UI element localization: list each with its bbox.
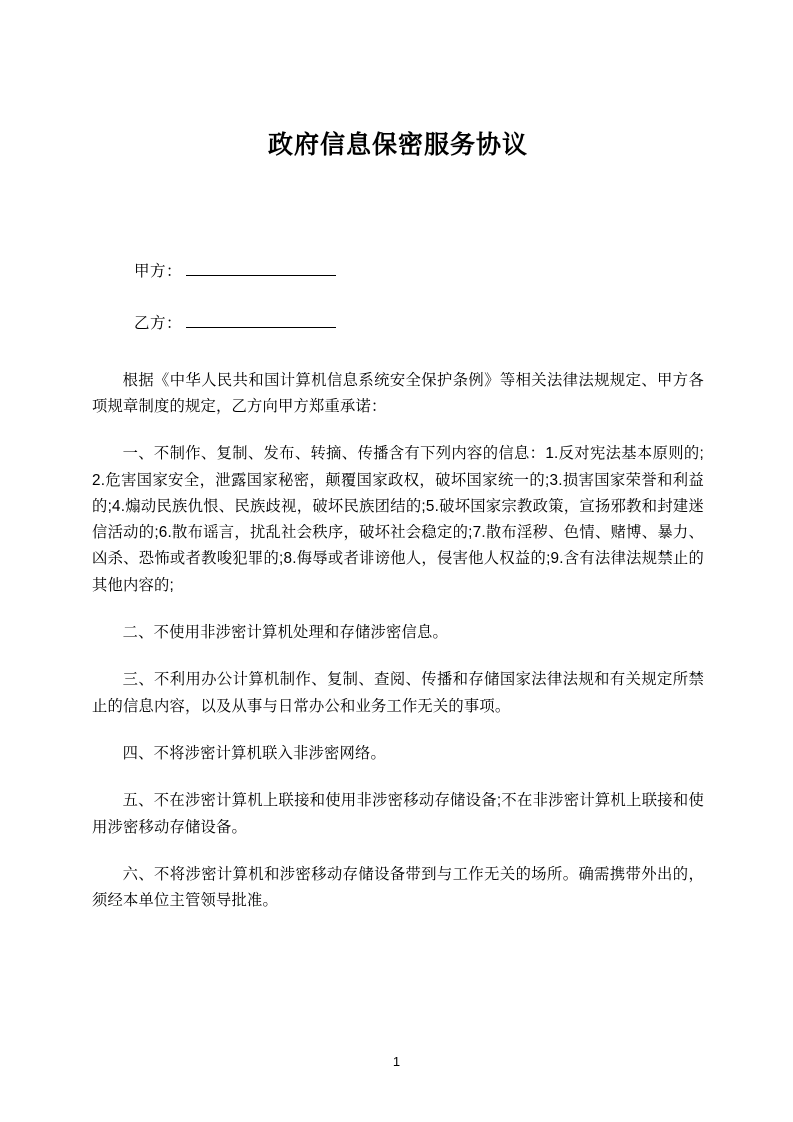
document-content — [92, 0, 704, 935]
page-title: 政府信息保密服务协议 — [267, 131, 528, 159]
party-label-second: 乙方： — [134, 315, 183, 333]
page-number: 1 — [392, 1054, 401, 1069]
paragraph-clause-1: 一、不制作、复制、发布、转摘、传播含有下列内容的信息：1.反对宪法基本原则的;2.危害国家安全，泄露国家秘密，颠覆国家政权，破坏国家统一的;3.损害国家荣誉和利益的;4.煽动民族仇恨、民族歧视，破坏民族团结的;5.破坏国家宗教政策，宣扬邪教和封建迷信活动的;6.散布谣言，扰乱社会秩序，破坏社会稳定的;7.散布淫秽、色情、赌博、暴力、凶杀、恐怖或者教唆犯罪的;8.侮辱或者诽谤他人，侵害他人权益的;9.含有法律法规禁止的其他内容的; — [92, 445, 704, 594]
party-fill-in-first[interactable] — [186, 260, 336, 276]
paragraph-clause-6: 六、不将涉密计算机和涉密移动存储设备带到与工作无关的场所。确需携带外出的，须经本单位主管领导批准。 — [92, 865, 704, 910]
paragraph-clause-5: 五、不在涉密计算机上联接和使用非涉密移动存储设备;不在非涉密计算机上联接和使用涉密移动存储设备。 — [92, 792, 704, 836]
paragraph-clause-4: 四、不将涉密计算机联入非涉密网络。 — [122, 744, 387, 762]
paragraph-clause-2: 二、不使用非涉密计算机处理和存储涉密信息。 — [122, 624, 449, 642]
party-block — [92, 259, 704, 338]
party-fill-in-second[interactable] — [186, 312, 336, 328]
party-label-first: 甲方： — [134, 263, 183, 280]
party-line-second — [92, 311, 704, 337]
paragraph-clause-3: 三、不利用办公计算机制作、复制、查阅、传播和存储国家法律法规和有关规定所禁止的信息内容，以及从事与日常办公和业务工作无关的事项。 — [92, 671, 704, 715]
party-line-first — [92, 259, 704, 285]
paragraph-preamble: 根据《中华人民共和国计算机信息系统安全保护条例》等相关法律法规规定、甲方各项规章制度的规定，乙方向甲方郑重承诺： — [92, 371, 704, 415]
